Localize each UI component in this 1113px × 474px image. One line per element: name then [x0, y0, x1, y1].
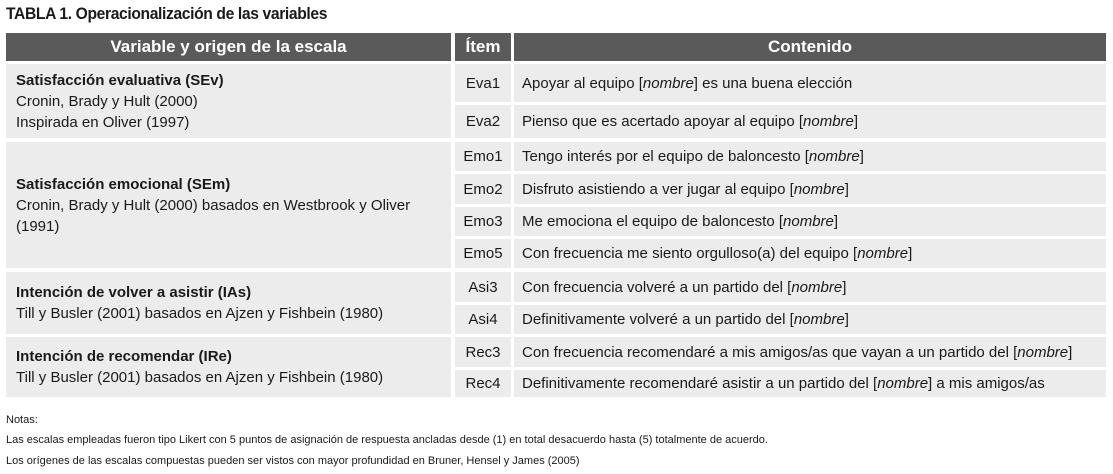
- item-code: Emo1: [455, 142, 511, 171]
- header-contenido: Contenido: [514, 33, 1106, 61]
- variable-name: Satisfacción emocional (SEm): [16, 175, 231, 193]
- group-intencion-recomendar: [6, 337, 451, 397]
- item-content: Pienso que es acertado apoyar al equipo [ nombre ]: [514, 105, 1106, 138]
- table-title: TABLA 1. Operacionalización de las variables: [6, 4, 328, 23]
- item-code: Emo2: [455, 174, 511, 204]
- item-code: Asi3: [455, 272, 511, 302]
- variable-source: Till y Busler (2001) basados en Ajzen y Fishbein (1980): [16, 305, 384, 322]
- variable-source: (1991): [16, 217, 60, 235]
- variable-source: Till y Busler (2001) basados en Ajzen y Fishbein (1980): [16, 369, 384, 386]
- notes-line: Los orígenes de las escalas compuestas pueden ser vistos con mayor profundidad en Bruner, Hensel y James (2005): [6, 455, 580, 467]
- item-content: Disfruto asistiendo a ver jugar al equipo [ nombre ]: [514, 174, 1106, 204]
- variable-name: Intención de volver a asistir (IAs): [16, 284, 252, 301]
- group-satisfaccion-evaluativa: [6, 64, 451, 138]
- item-code: Asi4: [455, 305, 511, 334]
- notes-label: Notas:: [6, 414, 38, 426]
- item-content: Con frecuencia recomendaré a mis amigos/as que vayan a un partido del [ nombre ]: [514, 337, 1106, 367]
- item-content: Apoyar al equipo [ nombre ] es una buena elección: [514, 64, 1106, 102]
- group-intencion-volver: [6, 272, 451, 334]
- variable-source: Cronin, Brady y Hult (2000): [16, 93, 198, 110]
- notes-line: Las escalas empleadas fueron tipo Likert con 5 puntos de asignación de respuesta ancladas desde (1) en total desacuerdo hasta (5) totalmente de acuerdo.: [6, 434, 768, 446]
- group-satisfaccion-emocional: [6, 142, 451, 268]
- header-variable: Variable y origen de la escala: [6, 33, 451, 61]
- item-content: Tengo interés por el equipo de baloncesto [ nombre ]: [514, 142, 1106, 171]
- header-item: Ítem: [455, 33, 511, 61]
- item-code: Emo3: [455, 207, 511, 236]
- item-code: Emo5: [455, 239, 511, 268]
- item-content: Definitivamente recomendaré asistir a un partido del [ nombre ] a mis amigos/as: [514, 370, 1106, 397]
- item-content: Me emociona el equipo de baloncesto [ nombre ]: [514, 207, 1106, 236]
- variable-name: Intención de recomendar (IRe): [16, 348, 232, 365]
- variable-source: Inspirada en Oliver (1997): [16, 114, 190, 131]
- variable-name: Satisfacción evaluativa (SEv): [16, 72, 224, 89]
- item-code: Eva2: [455, 105, 511, 138]
- item-content: Con frecuencia me siento orgulloso(a) del equipo [ nombre ]: [514, 239, 1106, 268]
- item-code: Eva1: [455, 64, 511, 102]
- item-code: Rec3: [455, 337, 511, 367]
- item-content: Con frecuencia volveré a un partido del [ nombre ]: [514, 272, 1106, 302]
- item-content: Definitivamente volveré a un partido del [ nombre ]: [514, 305, 1106, 334]
- variable-source: Cronin, Brady y Hult (2000) basados en Westbrook y Oliver: [16, 196, 411, 214]
- item-code: Rec4: [455, 370, 511, 397]
